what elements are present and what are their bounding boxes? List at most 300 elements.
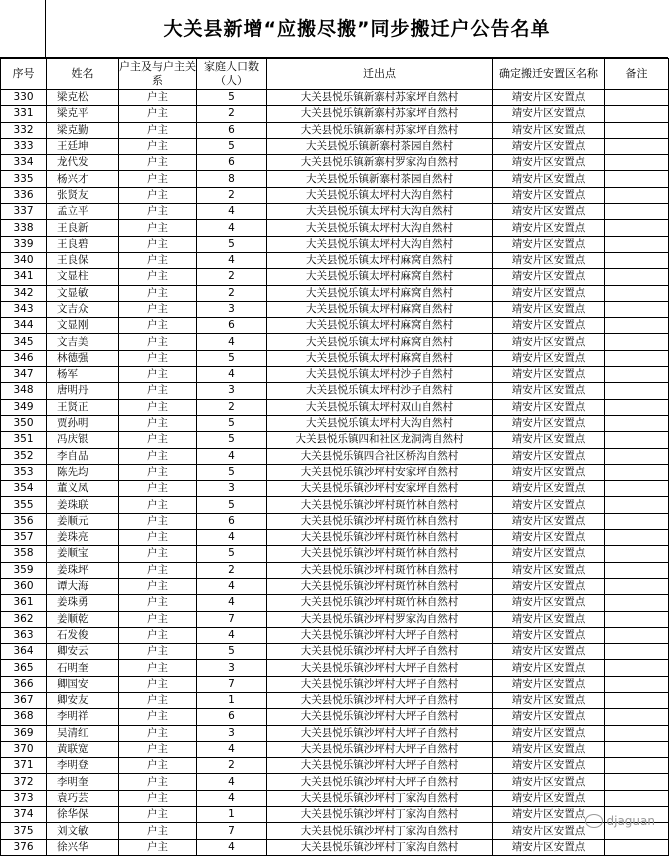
cell-index: 354 <box>1 481 47 497</box>
cell-index: 358 <box>1 546 47 562</box>
cell-remarks <box>605 90 669 106</box>
cell-name: 林德强 <box>47 350 119 366</box>
cell-origin: 大关县悦乐镇沙坪村大坪子自然村 <box>267 758 493 774</box>
cell-settlement: 靖安片区安置点 <box>493 334 605 350</box>
table-row <box>1 350 669 366</box>
cell-name: 文吉美 <box>47 334 119 350</box>
cell-index: 348 <box>1 383 47 399</box>
watermark-text: djaguan <box>606 814 655 828</box>
cell-name: 姜珠亮 <box>47 530 119 546</box>
table-row <box>1 595 669 611</box>
cell-family-size: 2 <box>197 758 267 774</box>
cell-remarks <box>605 236 669 252</box>
cell-family-size: 3 <box>197 725 267 741</box>
table-row <box>1 758 669 774</box>
cell-index: 337 <box>1 204 47 220</box>
cell-name: 刘文敏 <box>47 823 119 839</box>
table-row <box>1 741 669 757</box>
cell-index: 373 <box>1 790 47 806</box>
cell-family-size: 5 <box>197 432 267 448</box>
cell-index: 372 <box>1 774 47 790</box>
cell-family-size: 7 <box>197 823 267 839</box>
cell-index: 364 <box>1 644 47 660</box>
cell-settlement: 靖安片区安置点 <box>493 415 605 431</box>
cell-origin: 大关县悦乐镇沙坪村罗家沟自然村 <box>267 611 493 627</box>
table-row <box>1 415 669 431</box>
cell-settlement: 靖安片区安置点 <box>493 807 605 823</box>
cell-origin: 大关县悦乐镇新寨村茶园自然村 <box>267 171 493 187</box>
cell-settlement: 靖安片区安置点 <box>493 676 605 692</box>
cell-relation: 户主 <box>119 611 197 627</box>
table-row <box>1 367 669 383</box>
cell-family-size: 4 <box>197 448 267 464</box>
cell-relation: 户主 <box>119 758 197 774</box>
cell-relation: 户主 <box>119 334 197 350</box>
cell-name: 吴清红 <box>47 725 119 741</box>
cell-index: 353 <box>1 464 47 480</box>
cell-relation: 户主 <box>119 497 197 513</box>
cell-origin: 大关县悦乐镇太坪村大沟自然村 <box>267 187 493 203</box>
table-row <box>1 285 669 301</box>
cell-relation: 户主 <box>119 709 197 725</box>
cell-index: 361 <box>1 595 47 611</box>
cell-origin: 大关县悦乐镇太坪村麻窝自然村 <box>267 301 493 317</box>
cell-origin: 大关县悦乐镇沙坪村大坪子自然村 <box>267 676 493 692</box>
cell-settlement: 靖安片区安置点 <box>493 285 605 301</box>
cell-family-size: 4 <box>197 595 267 611</box>
cell-origin: 大关县悦乐镇沙坪村大坪子自然村 <box>267 644 493 660</box>
cell-index: 349 <box>1 399 47 415</box>
table-row <box>1 187 669 203</box>
cell-remarks <box>605 676 669 692</box>
cell-remarks <box>605 709 669 725</box>
relocation-list-table <box>0 58 669 856</box>
cell-name: 徐兴华 <box>47 839 119 855</box>
table-row <box>1 530 669 546</box>
table-row <box>1 220 669 236</box>
wechat-icon <box>585 814 603 828</box>
cell-relation: 户主 <box>119 399 197 415</box>
cell-name: 王良新 <box>47 220 119 236</box>
cell-family-size: 5 <box>197 90 267 106</box>
table-row <box>1 252 669 268</box>
cell-settlement: 靖安片区安置点 <box>493 839 605 855</box>
cell-index: 333 <box>1 138 47 154</box>
cell-origin: 大关县悦乐镇沙坪村大坪子自然村 <box>267 660 493 676</box>
cell-family-size: 2 <box>197 106 267 122</box>
cell-index: 362 <box>1 611 47 627</box>
cell-family-size: 2 <box>197 187 267 203</box>
table-row <box>1 448 669 464</box>
cell-name: 李明奎 <box>47 774 119 790</box>
cell-index: 363 <box>1 627 47 643</box>
cell-name: 李明祥 <box>47 709 119 725</box>
cell-index: 343 <box>1 301 47 317</box>
cell-name: 杨军 <box>47 367 119 383</box>
cell-settlement: 靖安片区安置点 <box>493 90 605 106</box>
cell-origin: 大关县悦乐镇太坪村麻窝自然村 <box>267 269 493 285</box>
cell-relation: 户主 <box>119 513 197 529</box>
cell-settlement: 靖安片区安置点 <box>493 481 605 497</box>
title-row <box>0 0 668 58</box>
cell-family-size: 4 <box>197 578 267 594</box>
cell-relation: 户主 <box>119 530 197 546</box>
cell-relation: 户主 <box>119 644 197 660</box>
col-header-origin: 迁出点 <box>267 59 493 90</box>
cell-remarks <box>605 464 669 480</box>
cell-index: 346 <box>1 350 47 366</box>
cell-name: 王良碧 <box>47 236 119 252</box>
cell-family-size: 6 <box>197 122 267 138</box>
cell-family-size: 7 <box>197 676 267 692</box>
cell-settlement: 靖安片区安置点 <box>493 236 605 252</box>
cell-name: 梁克平 <box>47 106 119 122</box>
cell-name: 王廷坤 <box>47 138 119 154</box>
table-row <box>1 709 669 725</box>
cell-name: 卿安云 <box>47 644 119 660</box>
cell-remarks <box>605 399 669 415</box>
cell-origin: 大关县悦乐镇太坪村麻窝自然村 <box>267 334 493 350</box>
cell-settlement: 靖安片区安置点 <box>493 709 605 725</box>
cell-origin: 大关县悦乐镇太坪村麻窝自然村 <box>267 318 493 334</box>
cell-settlement: 靖安片区安置点 <box>493 546 605 562</box>
cell-family-size: 6 <box>197 709 267 725</box>
table-row <box>1 301 669 317</box>
cell-relation: 户主 <box>119 741 197 757</box>
cell-relation: 户主 <box>119 692 197 708</box>
cell-relation: 户主 <box>119 432 197 448</box>
cell-settlement: 靖安片区安置点 <box>493 497 605 513</box>
cell-name: 谭大海 <box>47 578 119 594</box>
cell-name: 李明登 <box>47 758 119 774</box>
cell-origin: 大关县悦乐镇沙坪村斑竹林自然村 <box>267 562 493 578</box>
cell-remarks <box>605 627 669 643</box>
cell-family-size: 4 <box>197 204 267 220</box>
cell-remarks <box>605 171 669 187</box>
cell-settlement: 靖安片区安置点 <box>493 578 605 594</box>
cell-settlement: 靖安片区安置点 <box>493 220 605 236</box>
cell-settlement: 靖安片区安置点 <box>493 252 605 268</box>
cell-settlement: 靖安片区安置点 <box>493 301 605 317</box>
table-row <box>1 807 669 823</box>
cell-origin: 大关县悦乐镇沙坪村大坪子自然村 <box>267 725 493 741</box>
cell-name: 文吉众 <box>47 301 119 317</box>
cell-settlement: 靖安片区安置点 <box>493 627 605 643</box>
cell-settlement: 靖安片区安置点 <box>493 448 605 464</box>
cell-index: 360 <box>1 578 47 594</box>
table-row <box>1 106 669 122</box>
cell-origin: 大关县悦乐镇沙坪村大坪子自然村 <box>267 692 493 708</box>
cell-name: 王贤正 <box>47 399 119 415</box>
cell-family-size: 4 <box>197 220 267 236</box>
cell-remarks <box>605 725 669 741</box>
cell-index: 369 <box>1 725 47 741</box>
cell-family-size: 2 <box>197 562 267 578</box>
cell-family-size: 4 <box>197 530 267 546</box>
cell-origin: 大关县悦乐镇沙坪村丁家沟自然村 <box>267 823 493 839</box>
cell-relation: 户主 <box>119 595 197 611</box>
cell-remarks <box>605 448 669 464</box>
cell-index: 368 <box>1 709 47 725</box>
cell-index: 356 <box>1 513 47 529</box>
cell-name: 姜珠勇 <box>47 595 119 611</box>
table-row <box>1 660 669 676</box>
table-row <box>1 383 669 399</box>
cell-index: 342 <box>1 285 47 301</box>
cell-index: 339 <box>1 236 47 252</box>
cell-family-size: 4 <box>197 790 267 806</box>
cell-family-size: 6 <box>197 513 267 529</box>
cell-family-size: 4 <box>197 839 267 855</box>
table-row <box>1 578 669 594</box>
cell-remarks <box>605 432 669 448</box>
cell-origin: 大关县悦乐镇新寨村苏家坪自然村 <box>267 90 493 106</box>
cell-origin: 大关县悦乐镇太坪村麻窝自然村 <box>267 252 493 268</box>
cell-origin: 大关县悦乐镇沙坪村斑竹林自然村 <box>267 497 493 513</box>
cell-family-size: 1 <box>197 807 267 823</box>
cell-origin: 大关县悦乐镇沙坪村大坪子自然村 <box>267 627 493 643</box>
cell-settlement: 靖安片区安置点 <box>493 350 605 366</box>
cell-settlement: 靖安片区安置点 <box>493 562 605 578</box>
cell-relation: 户主 <box>119 546 197 562</box>
cell-origin: 大关县悦乐镇沙坪村安家坪自然村 <box>267 481 493 497</box>
cell-family-size: 4 <box>197 774 267 790</box>
table-row <box>1 513 669 529</box>
cell-relation: 户主 <box>119 790 197 806</box>
table-body <box>1 90 669 856</box>
cell-remarks <box>605 513 669 529</box>
cell-remarks <box>605 660 669 676</box>
table-row <box>1 432 669 448</box>
cell-index: 351 <box>1 432 47 448</box>
cell-origin: 大关县悦乐镇沙坪村斑竹林自然村 <box>267 578 493 594</box>
cell-name: 李自品 <box>47 448 119 464</box>
cell-family-size: 4 <box>197 367 267 383</box>
cell-name: 姜顺宝 <box>47 546 119 562</box>
cell-settlement: 靖安片区安置点 <box>493 692 605 708</box>
table-row <box>1 497 669 513</box>
cell-name: 姜珠坪 <box>47 562 119 578</box>
cell-relation: 户主 <box>119 383 197 399</box>
cell-settlement: 靖安片区安置点 <box>493 464 605 480</box>
table-row <box>1 481 669 497</box>
cell-family-size: 5 <box>197 644 267 660</box>
cell-name: 董义凤 <box>47 481 119 497</box>
table-row <box>1 399 669 415</box>
cell-remarks <box>605 138 669 154</box>
cell-settlement: 靖安片区安置点 <box>493 122 605 138</box>
cell-index: 366 <box>1 676 47 692</box>
cell-origin: 大关县悦乐镇太坪村大沟自然村 <box>267 220 493 236</box>
cell-index: 370 <box>1 741 47 757</box>
table-row <box>1 546 669 562</box>
cell-family-size: 2 <box>197 269 267 285</box>
table-row <box>1 269 669 285</box>
title-corner-cell <box>0 0 46 58</box>
cell-relation: 户主 <box>119 187 197 203</box>
cell-relation: 户主 <box>119 220 197 236</box>
cell-settlement: 靖安片区安置点 <box>493 595 605 611</box>
cell-family-size: 3 <box>197 481 267 497</box>
cell-remarks <box>605 334 669 350</box>
cell-name: 陈先均 <box>47 464 119 480</box>
cell-settlement: 靖安片区安置点 <box>493 513 605 529</box>
table-row <box>1 204 669 220</box>
cell-name: 唐明丹 <box>47 383 119 399</box>
cell-remarks <box>605 318 669 334</box>
cell-settlement: 靖安片区安置点 <box>493 774 605 790</box>
cell-remarks <box>605 269 669 285</box>
cell-origin: 大关县悦乐镇新寨村茶园自然村 <box>267 138 493 154</box>
cell-index: 359 <box>1 562 47 578</box>
cell-remarks <box>605 790 669 806</box>
header-row <box>1 59 669 90</box>
cell-index: 344 <box>1 318 47 334</box>
table-row <box>1 122 669 138</box>
cell-relation: 户主 <box>119 236 197 252</box>
col-header-index: 序号 <box>1 59 47 90</box>
cell-settlement: 靖安片区安置点 <box>493 758 605 774</box>
cell-origin: 大关县悦乐镇四合社区桥沟自然村 <box>267 448 493 464</box>
cell-settlement: 靖安片区安置点 <box>493 644 605 660</box>
cell-remarks <box>605 692 669 708</box>
cell-family-size: 6 <box>197 155 267 171</box>
cell-origin: 大关县悦乐镇沙坪村丁家沟自然村 <box>267 839 493 855</box>
cell-name: 梁克松 <box>47 90 119 106</box>
cell-family-size: 5 <box>197 415 267 431</box>
table-row <box>1 236 669 252</box>
cell-relation: 户主 <box>119 415 197 431</box>
table-row <box>1 562 669 578</box>
cell-remarks <box>605 204 669 220</box>
cell-relation: 户主 <box>119 725 197 741</box>
col-header-name: 姓名 <box>47 59 119 90</box>
cell-settlement: 靖安片区安置点 <box>493 204 605 220</box>
table-row <box>1 611 669 627</box>
cell-family-size: 8 <box>197 171 267 187</box>
cell-settlement: 靖安片区安置点 <box>493 741 605 757</box>
cell-family-size: 5 <box>197 350 267 366</box>
cell-origin: 大关县悦乐镇沙坪村大坪子自然村 <box>267 741 493 757</box>
cell-name: 龙代发 <box>47 155 119 171</box>
cell-name: 袁巧芸 <box>47 790 119 806</box>
table-row <box>1 644 669 660</box>
cell-remarks <box>605 611 669 627</box>
cell-index: 331 <box>1 106 47 122</box>
cell-relation: 户主 <box>119 367 197 383</box>
cell-remarks <box>605 578 669 594</box>
cell-origin: 大关县悦乐镇沙坪村斑竹林自然村 <box>267 595 493 611</box>
cell-settlement: 靖安片区安置点 <box>493 187 605 203</box>
cell-family-size: 5 <box>197 497 267 513</box>
cell-remarks <box>605 285 669 301</box>
cell-remarks <box>605 741 669 757</box>
cell-name: 文显敏 <box>47 285 119 301</box>
cell-index: 345 <box>1 334 47 350</box>
cell-remarks <box>605 106 669 122</box>
cell-origin: 大关县悦乐镇新寨村罗家沟自然村 <box>267 155 493 171</box>
cell-origin: 大关县悦乐镇沙坪村丁家沟自然村 <box>267 807 493 823</box>
cell-family-size: 4 <box>197 741 267 757</box>
cell-origin: 大关县悦乐镇新寨村苏家坪自然村 <box>267 122 493 138</box>
cell-settlement: 靖安片区安置点 <box>493 725 605 741</box>
cell-relation: 户主 <box>119 823 197 839</box>
cell-name: 冯庆银 <box>47 432 119 448</box>
cell-relation: 户主 <box>119 155 197 171</box>
cell-index: 336 <box>1 187 47 203</box>
cell-remarks <box>605 122 669 138</box>
col-header-remarks: 备注 <box>605 59 669 90</box>
cell-relation: 户主 <box>119 285 197 301</box>
cell-relation: 户主 <box>119 122 197 138</box>
cell-relation: 户主 <box>119 481 197 497</box>
cell-name: 姜顺乾 <box>47 611 119 627</box>
cell-family-size: 4 <box>197 334 267 350</box>
cell-family-size: 7 <box>197 611 267 627</box>
cell-relation: 户主 <box>119 578 197 594</box>
cell-remarks <box>605 350 669 366</box>
cell-index: 338 <box>1 220 47 236</box>
cell-family-size: 2 <box>197 399 267 415</box>
cell-origin: 大关县悦乐镇太坪村大沟自然村 <box>267 236 493 252</box>
cell-index: 330 <box>1 90 47 106</box>
cell-origin: 大关县悦乐镇沙坪村大坪子自然村 <box>267 774 493 790</box>
cell-index: 371 <box>1 758 47 774</box>
cell-remarks <box>605 187 669 203</box>
cell-relation: 户主 <box>119 464 197 480</box>
cell-relation: 户主 <box>119 562 197 578</box>
cell-origin: 大关县悦乐镇沙坪村丁家沟自然村 <box>267 790 493 806</box>
cell-settlement: 靖安片区安置点 <box>493 318 605 334</box>
cell-remarks <box>605 220 669 236</box>
cell-origin: 大关县悦乐镇太坪村麻窝自然村 <box>267 350 493 366</box>
cell-origin: 大关县悦乐镇沙坪村斑竹林自然村 <box>267 530 493 546</box>
page-title: 大关县新增“应搬尽搬”同步搬迁户公告名单 <box>163 18 551 40</box>
cell-index: 367 <box>1 692 47 708</box>
cell-remarks <box>605 367 669 383</box>
cell-family-size: 5 <box>197 138 267 154</box>
cell-family-size: 6 <box>197 318 267 334</box>
cell-family-size: 5 <box>197 464 267 480</box>
cell-name: 卿安友 <box>47 692 119 708</box>
cell-name: 姜珠联 <box>47 497 119 513</box>
cell-family-size: 5 <box>197 546 267 562</box>
cell-settlement: 靖安片区安置点 <box>493 171 605 187</box>
cell-family-size: 3 <box>197 660 267 676</box>
table-row <box>1 676 669 692</box>
cell-index: 355 <box>1 497 47 513</box>
table-row <box>1 90 669 106</box>
table-row <box>1 774 669 790</box>
cell-remarks <box>605 546 669 562</box>
cell-index: 374 <box>1 807 47 823</box>
cell-relation: 户主 <box>119 627 197 643</box>
cell-name: 黄联宽 <box>47 741 119 757</box>
cell-name: 贾孙明 <box>47 415 119 431</box>
cell-origin: 大关县悦乐镇沙坪村斑竹林自然村 <box>267 546 493 562</box>
cell-relation: 户主 <box>119 301 197 317</box>
cell-relation: 户主 <box>119 448 197 464</box>
cell-origin: 大关县悦乐镇沙坪村斑竹林自然村 <box>267 513 493 529</box>
cell-index: 365 <box>1 660 47 676</box>
cell-remarks <box>605 415 669 431</box>
cell-settlement: 靖安片区安置点 <box>493 823 605 839</box>
cell-remarks <box>605 562 669 578</box>
cell-name: 文显刚 <box>47 318 119 334</box>
cell-family-size: 2 <box>197 285 267 301</box>
cell-origin: 大关县悦乐镇四和社区龙洞湾自然村 <box>267 432 493 448</box>
table-row <box>1 155 669 171</box>
